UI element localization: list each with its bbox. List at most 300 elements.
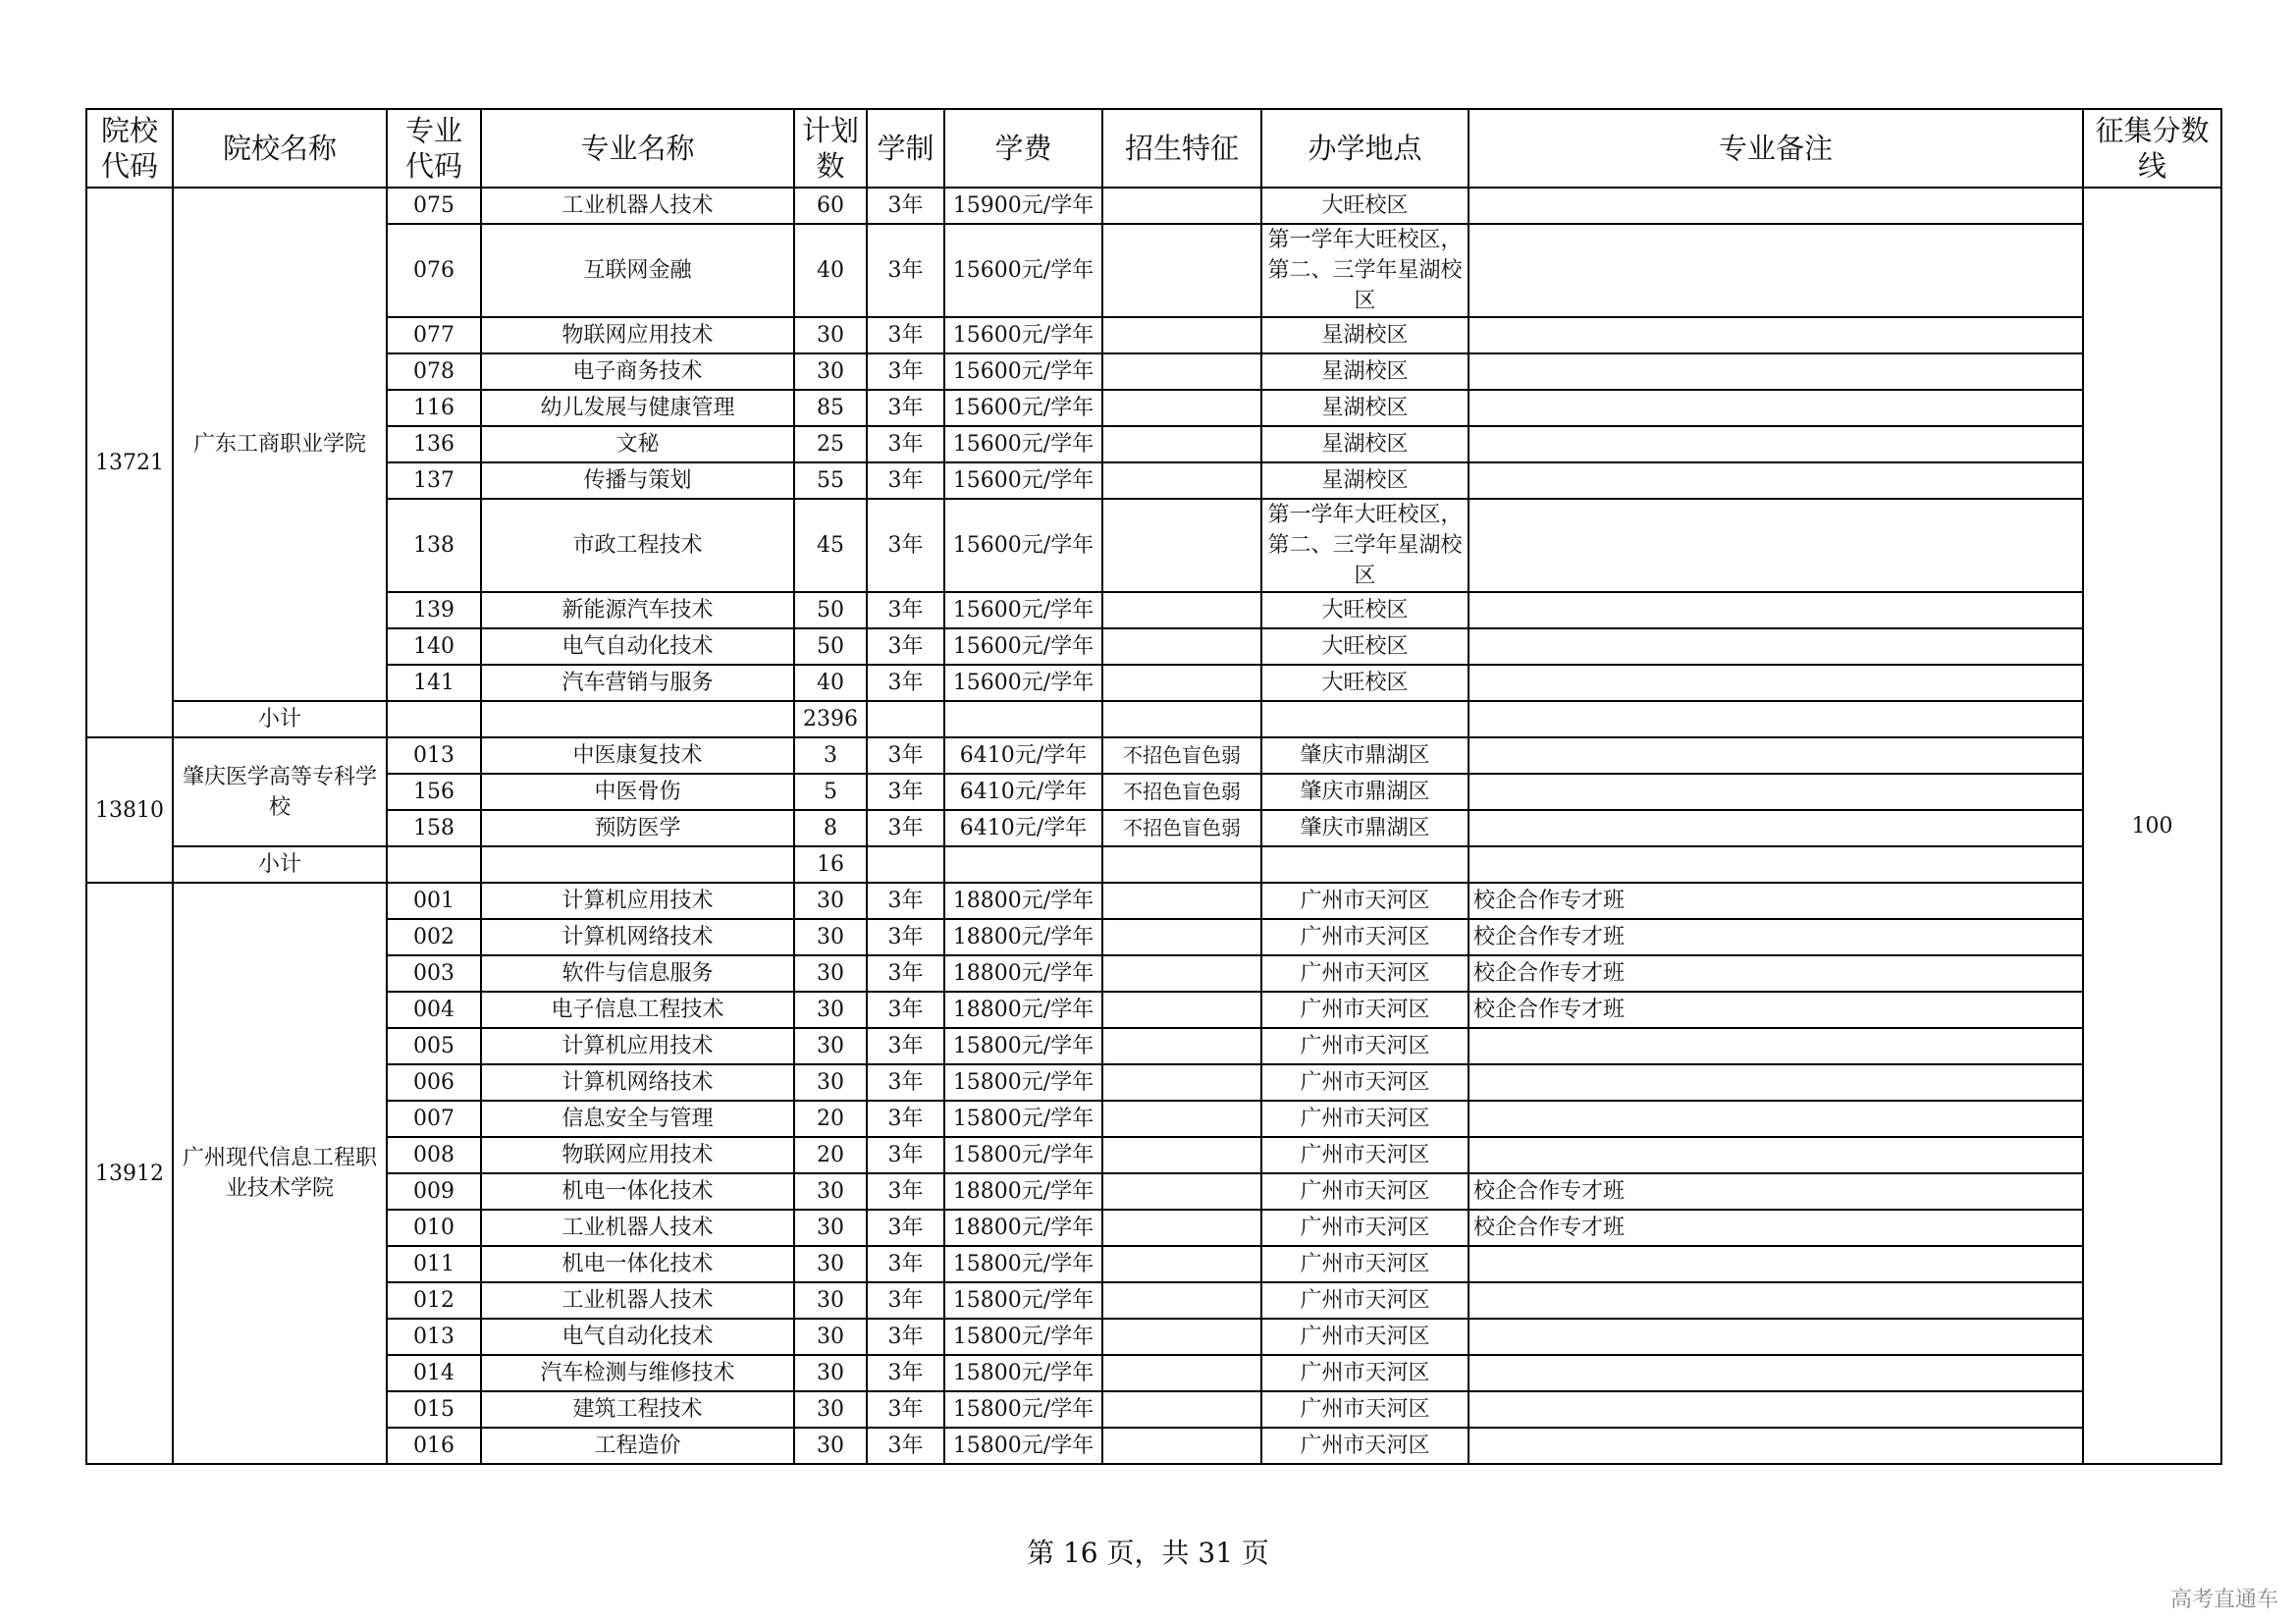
enroll-feature bbox=[1102, 883, 1261, 919]
major-name: 电气自动化技术 bbox=[481, 628, 794, 665]
enroll-feature bbox=[1102, 1137, 1261, 1173]
header-plan-count: 计划数 bbox=[794, 109, 867, 188]
tuition: 18800元/学年 bbox=[944, 919, 1102, 955]
campus: 广州市天河区 bbox=[1261, 1210, 1468, 1246]
major-remark bbox=[1468, 1428, 2083, 1464]
major-code: 076 bbox=[387, 224, 481, 317]
tuition: 18800元/学年 bbox=[944, 1173, 1102, 1210]
major-remark bbox=[1468, 1137, 2083, 1173]
major-remark bbox=[1468, 426, 2083, 462]
tuition: 6410元/学年 bbox=[944, 774, 1102, 810]
campus: 大旺校区 bbox=[1261, 188, 1468, 224]
major-remark bbox=[1468, 810, 2083, 846]
table-row bbox=[86, 1391, 2221, 1428]
header-duration: 学制 bbox=[867, 109, 944, 188]
duration: 3年 bbox=[867, 426, 944, 462]
major-code: 004 bbox=[387, 992, 481, 1028]
empty-cell bbox=[1468, 846, 2083, 883]
tuition: 15800元/学年 bbox=[944, 1101, 1102, 1137]
subtotal-row bbox=[86, 701, 2221, 737]
enroll-feature bbox=[1102, 955, 1261, 992]
major-code: 116 bbox=[387, 390, 481, 426]
major-code: 002 bbox=[387, 919, 481, 955]
school-name: 广州现代信息工程职业技术学院 bbox=[173, 883, 387, 1464]
empty-cell bbox=[481, 846, 794, 883]
major-name: 计算机应用技术 bbox=[481, 1028, 794, 1064]
tuition: 18800元/学年 bbox=[944, 1210, 1102, 1246]
major-code: 140 bbox=[387, 628, 481, 665]
header-tuition: 学费 bbox=[944, 109, 1102, 188]
major-code: 077 bbox=[387, 317, 481, 353]
header-campus: 办学地点 bbox=[1261, 109, 1468, 188]
campus: 肇庆市鼎湖区 bbox=[1261, 810, 1468, 846]
table-row bbox=[86, 919, 2221, 955]
duration: 3年 bbox=[867, 1210, 944, 1246]
campus: 广州市天河区 bbox=[1261, 1101, 1468, 1137]
major-code: 008 bbox=[387, 1137, 481, 1173]
major-name: 计算机网络技术 bbox=[481, 1064, 794, 1101]
plan-count: 50 bbox=[794, 628, 867, 665]
empty-cell bbox=[944, 701, 1102, 737]
plan-count: 25 bbox=[794, 426, 867, 462]
campus: 星湖校区 bbox=[1261, 390, 1468, 426]
major-remark bbox=[1468, 1246, 2083, 1282]
duration: 3年 bbox=[867, 1319, 944, 1355]
table-row bbox=[86, 499, 2221, 592]
major-code: 014 bbox=[387, 1355, 481, 1391]
enroll-feature bbox=[1102, 499, 1261, 592]
major-remark bbox=[1468, 1355, 2083, 1391]
major-remark bbox=[1468, 1028, 2083, 1064]
campus: 广州市天河区 bbox=[1261, 1173, 1468, 1210]
duration: 3年 bbox=[867, 628, 944, 665]
major-name: 电子商务技术 bbox=[481, 353, 794, 390]
major-remark bbox=[1468, 224, 2083, 317]
tuition: 18800元/学年 bbox=[944, 992, 1102, 1028]
major-name: 新能源汽车技术 bbox=[481, 592, 794, 628]
tuition: 15600元/学年 bbox=[944, 353, 1102, 390]
major-remark bbox=[1468, 1064, 2083, 1101]
major-code: 007 bbox=[387, 1101, 481, 1137]
enroll-feature: 不招色盲色弱 bbox=[1102, 810, 1261, 846]
tuition: 6410元/学年 bbox=[944, 810, 1102, 846]
page-number: 第 16 页，共 31 页 bbox=[1027, 1537, 1269, 1569]
plan-count: 30 bbox=[794, 992, 867, 1028]
major-code: 139 bbox=[387, 592, 481, 628]
enroll-feature bbox=[1102, 628, 1261, 665]
duration: 3年 bbox=[867, 1355, 944, 1391]
major-name: 幼儿发展与健康管理 bbox=[481, 390, 794, 426]
major-name: 物联网应用技术 bbox=[481, 317, 794, 353]
table-row bbox=[86, 737, 2221, 774]
campus: 第一学年大旺校区，第二、三学年星湖校区 bbox=[1261, 499, 1468, 592]
tuition: 15800元/学年 bbox=[944, 1391, 1102, 1428]
duration: 3年 bbox=[867, 992, 944, 1028]
major-code: 137 bbox=[387, 462, 481, 499]
campus: 广州市天河区 bbox=[1261, 1428, 1468, 1464]
campus: 广州市天河区 bbox=[1261, 1246, 1468, 1282]
empty-cell bbox=[481, 701, 794, 737]
enrollment-table bbox=[85, 108, 2222, 1465]
tuition: 15800元/学年 bbox=[944, 1028, 1102, 1064]
major-code: 010 bbox=[387, 1210, 481, 1246]
major-remark bbox=[1468, 737, 2083, 774]
enroll-feature bbox=[1102, 1391, 1261, 1428]
duration: 3年 bbox=[867, 1428, 944, 1464]
campus: 广州市天河区 bbox=[1261, 1319, 1468, 1355]
table-row bbox=[86, 1173, 2221, 1210]
header-enroll-feature: 招生特征 bbox=[1102, 109, 1261, 188]
major-remark bbox=[1468, 592, 2083, 628]
enroll-feature bbox=[1102, 317, 1261, 353]
duration: 3年 bbox=[867, 188, 944, 224]
plan-count: 40 bbox=[794, 224, 867, 317]
table-row bbox=[86, 1210, 2221, 1246]
major-code: 136 bbox=[387, 426, 481, 462]
duration: 3年 bbox=[867, 353, 944, 390]
empty-cell bbox=[1261, 846, 1468, 883]
enroll-feature bbox=[1102, 1173, 1261, 1210]
duration: 3年 bbox=[867, 955, 944, 992]
table-row bbox=[86, 665, 2221, 701]
table-row bbox=[86, 883, 2221, 919]
table-row bbox=[86, 810, 2221, 846]
subtotal-label: 小计 bbox=[173, 701, 387, 737]
school-code: 13912 bbox=[86, 883, 173, 1464]
duration: 3年 bbox=[867, 1028, 944, 1064]
duration: 3年 bbox=[867, 774, 944, 810]
enroll-feature bbox=[1102, 1319, 1261, 1355]
enroll-feature bbox=[1102, 919, 1261, 955]
major-name: 文秘 bbox=[481, 426, 794, 462]
table-row bbox=[86, 426, 2221, 462]
plan-count: 30 bbox=[794, 919, 867, 955]
major-remark bbox=[1468, 390, 2083, 426]
duration: 3年 bbox=[867, 1391, 944, 1428]
plan-count: 30 bbox=[794, 353, 867, 390]
plan-count: 45 bbox=[794, 499, 867, 592]
duration: 3年 bbox=[867, 317, 944, 353]
plan-count: 30 bbox=[794, 1391, 867, 1428]
table-row bbox=[86, 353, 2221, 390]
duration: 3年 bbox=[867, 665, 944, 701]
plan-count: 20 bbox=[794, 1101, 867, 1137]
major-name: 汽车营销与服务 bbox=[481, 665, 794, 701]
duration: 3年 bbox=[867, 462, 944, 499]
major-code: 013 bbox=[387, 1319, 481, 1355]
major-remark: 校企合作专才班 bbox=[1468, 1173, 2083, 1210]
duration: 3年 bbox=[867, 810, 944, 846]
duration: 3年 bbox=[867, 390, 944, 426]
empty-cell bbox=[1261, 701, 1468, 737]
tuition: 18800元/学年 bbox=[944, 955, 1102, 992]
campus: 星湖校区 bbox=[1261, 426, 1468, 462]
major-remark bbox=[1468, 1319, 2083, 1355]
enroll-feature bbox=[1102, 1428, 1261, 1464]
enroll-feature bbox=[1102, 1355, 1261, 1391]
tuition: 15800元/学年 bbox=[944, 1355, 1102, 1391]
enroll-feature bbox=[1102, 1246, 1261, 1282]
major-name: 工业机器人技术 bbox=[481, 188, 794, 224]
major-remark bbox=[1468, 188, 2083, 224]
major-name: 电气自动化技术 bbox=[481, 1319, 794, 1355]
plan-count: 85 bbox=[794, 390, 867, 426]
header-school-name: 院校名称 bbox=[173, 109, 387, 188]
tuition: 15600元/学年 bbox=[944, 499, 1102, 592]
tuition: 15900元/学年 bbox=[944, 188, 1102, 224]
major-code: 011 bbox=[387, 1246, 481, 1282]
major-remark bbox=[1468, 774, 2083, 810]
major-name: 中医康复技术 bbox=[481, 737, 794, 774]
major-code: 138 bbox=[387, 499, 481, 592]
enroll-feature: 不招色盲色弱 bbox=[1102, 774, 1261, 810]
campus: 星湖校区 bbox=[1261, 317, 1468, 353]
tuition: 15600元/学年 bbox=[944, 462, 1102, 499]
enroll-feature bbox=[1102, 592, 1261, 628]
major-name: 物联网应用技术 bbox=[481, 1137, 794, 1173]
tuition: 15800元/学年 bbox=[944, 1137, 1102, 1173]
empty-cell bbox=[1102, 846, 1261, 883]
school-code: 13810 bbox=[86, 737, 173, 883]
plan-count: 30 bbox=[794, 955, 867, 992]
duration: 3年 bbox=[867, 1246, 944, 1282]
plan-count: 30 bbox=[794, 1355, 867, 1391]
major-name: 工业机器人技术 bbox=[481, 1282, 794, 1319]
plan-count: 50 bbox=[794, 592, 867, 628]
table-row bbox=[86, 1282, 2221, 1319]
campus: 广州市天河区 bbox=[1261, 955, 1468, 992]
enroll-feature bbox=[1102, 1210, 1261, 1246]
tuition: 15600元/学年 bbox=[944, 592, 1102, 628]
table-row bbox=[86, 592, 2221, 628]
major-name: 预防医学 bbox=[481, 810, 794, 846]
major-remark bbox=[1468, 462, 2083, 499]
empty-cell bbox=[944, 846, 1102, 883]
enroll-feature bbox=[1102, 1282, 1261, 1319]
tuition: 15800元/学年 bbox=[944, 1246, 1102, 1282]
campus: 大旺校区 bbox=[1261, 592, 1468, 628]
enroll-feature bbox=[1102, 1028, 1261, 1064]
table-row bbox=[86, 1246, 2221, 1282]
major-code: 005 bbox=[387, 1028, 481, 1064]
major-code: 009 bbox=[387, 1173, 481, 1210]
major-remark: 校企合作专才班 bbox=[1468, 992, 2083, 1028]
empty-cell bbox=[867, 846, 944, 883]
plan-count: 5 bbox=[794, 774, 867, 810]
plan-count: 30 bbox=[794, 1319, 867, 1355]
enroll-feature bbox=[1102, 462, 1261, 499]
table-row bbox=[86, 1355, 2221, 1391]
empty-cell bbox=[867, 701, 944, 737]
plan-count: 30 bbox=[794, 317, 867, 353]
major-code: 006 bbox=[387, 1064, 481, 1101]
campus: 第一学年大旺校区，第二、三学年星湖校区 bbox=[1261, 224, 1468, 317]
enroll-feature bbox=[1102, 224, 1261, 317]
major-name: 机电一体化技术 bbox=[481, 1173, 794, 1210]
school-name: 肇庆医学高等专科学校 bbox=[173, 737, 387, 846]
plan-count: 55 bbox=[794, 462, 867, 499]
campus: 广州市天河区 bbox=[1261, 1355, 1468, 1391]
enroll-feature bbox=[1102, 188, 1261, 224]
table-row bbox=[86, 1101, 2221, 1137]
major-name: 软件与信息服务 bbox=[481, 955, 794, 992]
tuition: 6410元/学年 bbox=[944, 737, 1102, 774]
major-code: 075 bbox=[387, 188, 481, 224]
duration: 3年 bbox=[867, 224, 944, 317]
campus: 星湖校区 bbox=[1261, 462, 1468, 499]
table-row bbox=[86, 955, 2221, 992]
major-name: 信息安全与管理 bbox=[481, 1101, 794, 1137]
enroll-feature: 不招色盲色弱 bbox=[1102, 737, 1261, 774]
subtotal-value: 2396 bbox=[794, 701, 867, 737]
enroll-feature bbox=[1102, 390, 1261, 426]
header-major-code: 专业代码 bbox=[387, 109, 481, 188]
school-code: 13721 bbox=[86, 188, 173, 737]
major-name: 汽车检测与维修技术 bbox=[481, 1355, 794, 1391]
major-name: 中医骨伤 bbox=[481, 774, 794, 810]
major-remark bbox=[1468, 665, 2083, 701]
major-code: 016 bbox=[387, 1428, 481, 1464]
school-name: 广东工商职业学院 bbox=[173, 188, 387, 701]
tuition: 15600元/学年 bbox=[944, 628, 1102, 665]
campus: 广州市天河区 bbox=[1261, 1028, 1468, 1064]
plan-count: 3 bbox=[794, 737, 867, 774]
enroll-feature bbox=[1102, 1064, 1261, 1101]
major-name: 电子信息工程技术 bbox=[481, 992, 794, 1028]
major-remark: 校企合作专才班 bbox=[1468, 1210, 2083, 1246]
table-row bbox=[86, 1064, 2221, 1101]
tuition: 15800元/学年 bbox=[944, 1319, 1102, 1355]
tuition: 15800元/学年 bbox=[944, 1282, 1102, 1319]
major-code: 078 bbox=[387, 353, 481, 390]
empty-cell bbox=[1102, 701, 1261, 737]
table-row bbox=[86, 188, 2221, 224]
header-major-remark: 专业备注 bbox=[1468, 109, 2083, 188]
tuition: 15800元/学年 bbox=[944, 1064, 1102, 1101]
table-row bbox=[86, 992, 2221, 1028]
campus: 广州市天河区 bbox=[1261, 1282, 1468, 1319]
subtotal-label: 小计 bbox=[173, 846, 387, 883]
enroll-feature bbox=[1102, 1101, 1261, 1137]
table-row bbox=[86, 317, 2221, 353]
campus: 广州市天河区 bbox=[1261, 992, 1468, 1028]
table-header bbox=[86, 109, 2221, 188]
plan-count: 30 bbox=[794, 1246, 867, 1282]
duration: 3年 bbox=[867, 1282, 944, 1319]
table-row bbox=[86, 1028, 2221, 1064]
duration: 3年 bbox=[867, 919, 944, 955]
major-code: 141 bbox=[387, 665, 481, 701]
major-code: 015 bbox=[387, 1391, 481, 1428]
major-name: 传播与策划 bbox=[481, 462, 794, 499]
major-code: 158 bbox=[387, 810, 481, 846]
table-row bbox=[86, 1137, 2221, 1173]
duration: 3年 bbox=[867, 737, 944, 774]
enroll-feature bbox=[1102, 353, 1261, 390]
table-row bbox=[86, 462, 2221, 499]
campus: 广州市天河区 bbox=[1261, 919, 1468, 955]
plan-count: 60 bbox=[794, 188, 867, 224]
campus: 星湖校区 bbox=[1261, 353, 1468, 390]
campus: 大旺校区 bbox=[1261, 665, 1468, 701]
plan-count: 30 bbox=[794, 1028, 867, 1064]
plan-count: 30 bbox=[794, 1064, 867, 1101]
duration: 3年 bbox=[867, 499, 944, 592]
major-remark bbox=[1468, 499, 2083, 592]
major-name: 市政工程技术 bbox=[481, 499, 794, 592]
campus: 广州市天河区 bbox=[1261, 1064, 1468, 1101]
plan-count: 30 bbox=[794, 1210, 867, 1246]
score-line: 100 bbox=[2083, 188, 2221, 1464]
subtotal-row bbox=[86, 846, 2221, 883]
table-row bbox=[86, 628, 2221, 665]
major-remark: 校企合作专才班 bbox=[1468, 919, 2083, 955]
major-remark: 校企合作专才班 bbox=[1468, 955, 2083, 992]
campus: 肇庆市鼎湖区 bbox=[1261, 774, 1468, 810]
major-name: 互联网金融 bbox=[481, 224, 794, 317]
table-row bbox=[86, 1428, 2221, 1464]
duration: 3年 bbox=[867, 1064, 944, 1101]
plan-count: 8 bbox=[794, 810, 867, 846]
major-remark bbox=[1468, 628, 2083, 665]
header-major-name: 专业名称 bbox=[481, 109, 794, 188]
campus: 大旺校区 bbox=[1261, 628, 1468, 665]
tuition: 15600元/学年 bbox=[944, 426, 1102, 462]
campus: 肇庆市鼎湖区 bbox=[1261, 737, 1468, 774]
campus: 广州市天河区 bbox=[1261, 1137, 1468, 1173]
major-remark bbox=[1468, 317, 2083, 353]
major-remark bbox=[1468, 1391, 2083, 1428]
major-remark bbox=[1468, 1282, 2083, 1319]
major-code: 156 bbox=[387, 774, 481, 810]
major-name: 工业机器人技术 bbox=[481, 1210, 794, 1246]
table-row bbox=[86, 224, 2221, 317]
major-name: 工程造价 bbox=[481, 1428, 794, 1464]
major-code: 003 bbox=[387, 955, 481, 992]
plan-count: 20 bbox=[794, 1137, 867, 1173]
subtotal-value: 16 bbox=[794, 846, 867, 883]
duration: 3年 bbox=[867, 1101, 944, 1137]
major-name: 计算机网络技术 bbox=[481, 919, 794, 955]
tuition: 15600元/学年 bbox=[944, 224, 1102, 317]
table-row bbox=[86, 390, 2221, 426]
table-row bbox=[86, 774, 2221, 810]
major-remark bbox=[1468, 353, 2083, 390]
major-name: 机电一体化技术 bbox=[481, 1246, 794, 1282]
plan-count: 30 bbox=[794, 883, 867, 919]
duration: 3年 bbox=[867, 883, 944, 919]
major-code: 001 bbox=[387, 883, 481, 919]
watermark: 高考直通车 bbox=[2169, 1588, 2278, 1612]
major-code: 012 bbox=[387, 1282, 481, 1319]
major-name: 建筑工程技术 bbox=[481, 1391, 794, 1428]
header-score-line: 征集分数线 bbox=[2083, 109, 2221, 188]
empty-cell bbox=[387, 846, 481, 883]
duration: 3年 bbox=[867, 1137, 944, 1173]
duration: 3年 bbox=[867, 592, 944, 628]
plan-count: 40 bbox=[794, 665, 867, 701]
tuition: 15800元/学年 bbox=[944, 1428, 1102, 1464]
campus: 广州市天河区 bbox=[1261, 1391, 1468, 1428]
tuition: 18800元/学年 bbox=[944, 883, 1102, 919]
tuition: 15600元/学年 bbox=[944, 317, 1102, 353]
plan-count: 30 bbox=[794, 1428, 867, 1464]
empty-cell bbox=[1468, 701, 2083, 737]
major-code: 013 bbox=[387, 737, 481, 774]
tuition: 15600元/学年 bbox=[944, 665, 1102, 701]
plan-count: 30 bbox=[794, 1282, 867, 1319]
campus: 广州市天河区 bbox=[1261, 883, 1468, 919]
